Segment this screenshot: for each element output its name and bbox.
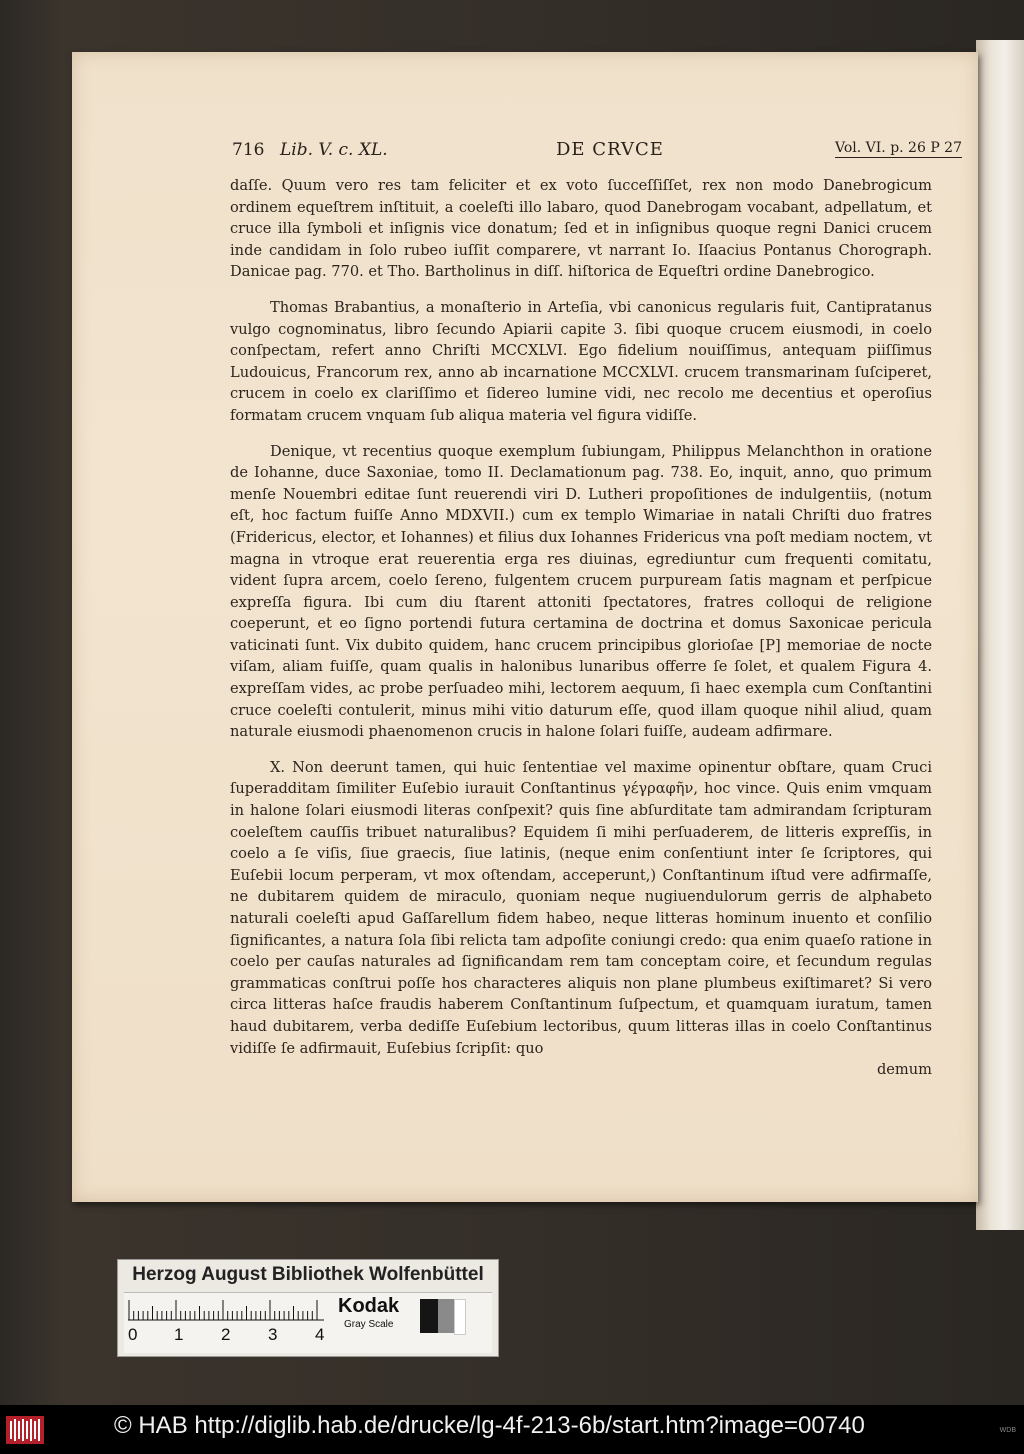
next-page-edge (976, 40, 1024, 1230)
page-number: 716 (232, 140, 265, 160)
footer-bar (0, 1405, 1024, 1454)
kodak-brand: Kodak (338, 1295, 400, 1317)
running-head-title: DE CRVCE (556, 139, 664, 160)
black-patch (420, 1299, 438, 1333)
paragraph-3: Denique, vt recentius quoque exemplum ſubiungam, Philippus Melanchthon in oratione de Iohanne, duce Saxoniae, tomo II. Declamationum pag. 738. Eo, inquit, anno, quo primum menſe Nouembri editae ſunt reuerendi viri D. Lutheri propoſitiones de indulgentiis, (notum eſt, hoc factum fuiſſe Anno MDXVII.) cum ex templo Wimariae in natali Chriſti duo fratres (Fridericus, elector, et Iohannes) et filius dux Iohannes Fridericus vna poſt mediam noctem, vt magna in vtroque erat reuerentia erga res diuinas, egrediuntur cum frequenti comitatu, vident ſupra arcem, coelo ſereno, fulgentem crucem purpuream ſatis magnam et perſpicue expreſſa figura. Ibi cum diu ſtarent attoniti ſpectatores, fratres colloqui de religione coeperunt, et eo ſigno portendi futura certamina de doctrina et domus Saxonicae pericula vaticinati ſunt. Vix dubito quidem, hanc crucem principibus glorioſae [P] memoriae de nocte viſam, aliam fuiſſe, quam qualis in halonibus lunaribus offerre ſe ſolet, et qualem Figura 4. expreſſam vides, ac probe perſuadeo mihi, lectorem aequum, ſi haec exempla cum Conſtantini cruce coeleſti contulerit, minus mihi vitio daturum eſſe, quod illam quoque nihil aliud, quam naturale eiusmodi phaenomenon crucis in halone ſolari fuiſſe, audeam adfirmare. (230, 442, 932, 741)
volume-reference: Vol. VI. p. 26 P 27 (835, 140, 962, 156)
gray-scale-strip (124, 1292, 492, 1353)
ruler-number: 1 (174, 1325, 184, 1344)
gray-patch (438, 1299, 454, 1333)
gray-scale-label: Gray Scale (344, 1319, 394, 1330)
hab-logo-icon (6, 1416, 44, 1444)
ruler-number: 2 (221, 1325, 231, 1344)
footer-mark: WDB (999, 1427, 1016, 1434)
page-header (232, 136, 962, 166)
body-text (230, 175, 932, 1081)
library-name: Herzog August Bibliothek Wolfenbüttel (132, 1264, 484, 1285)
paragraph-2: Thomas Brabantius, a monaſterio in Arteſia, vbi canonicus regularis fuit, Cantipratanus vulgo cognominatus, libro ſecundo Apiarii capite 3. ſibi quoque crucem eiusmodi, in coelo conſpectam, refert anno Chriſti MCCXLVI. Ego fidelium nouiſſimus, antequam piiſſimus Ludouicus, Francorum rex, anno ab incarnatione MCCXLVI. crucem transmarinam ſuſciperet, crucem in coelo ex clariſſimo et ſidereo lumine vidi, nec recolo me decentius et operoſius formatam crucem vnquam ſub aliqua materia vel figura vidiſſe. (230, 298, 932, 424)
ruler-number: 0 (128, 1325, 138, 1344)
paragraph-1: daſſe. Quum vero res tam feliciter et ex voto ſucceſſiſſet, rex non modo Danebrogicum ordinem equeſtrem inſtituit, a coeleſti illo labaro, quod Danebrogam vocabant, adpellatum, et cruce illa ſymboli et inſignis vice donatum; ſed et in inſignibus quoque regni Danici crucem inde candidam in ſolo rubeo iuſſit comparere, vt narrant Io. Iſaacius Pontanus Chorograph. Danicae pag. 770. et Tho. Bartholinus in diſſ. hiſtorica de Equeſtri ordine Danebrogico. (230, 177, 932, 281)
copyright-link[interactable]: © HAB http://diglib.hab.de/drucke/lg-4f-213-6b/start.htm?image=00740 (114, 1412, 865, 1439)
white-patch (454, 1299, 466, 1335)
running-head-chapter: Lib. V. c. XL. (280, 140, 388, 160)
catchword: demum (876, 1061, 932, 1079)
ruler-number: 4 (315, 1325, 325, 1344)
ruler-number: 3 (268, 1325, 278, 1344)
paragraph-4: X. Non deerunt tamen, qui huic ſententiae vel maxime opinentur obſtare, quam Cruci ſuperadditam ſimiliter Euſebio iurauit Conſtantinus γέγραφῆν, hoc vince. Quis enim vmquam in halone ſolari eiusmodi literas conſpexit? quis ſine abſurditate tam admirandam ſcripturam coeleſtem cauſſis tribuet naturalibus? Equidem ſi mihi perſuaderem, de litteris expreſſis, in coelo a ſe viſis, ſiue graecis, ſiue latinis, (neque enim conſentiunt inter ſe ſcriptores, qui Euſebii locum perperam, vt mox oſtendam, acceperunt,) Conſtantinum iſtud vere adfirmaſſe, ne dubitarem quidem de miraculo, quoniam neque nugiuendulorum gerris de alphabeto naturali coeleſti apud Gaſſarellum fidem habeo, neque litteras hominum inuento et conſilio ſignificantes, a natura ſola ſibi relicta tam adpoſite coniungi credo: qua enim quaeſo ratione in coelo per cauſas naturales ad ſignificandam rem tam conceptam coire, et ſecundum regulas grammaticas conſtrui poſſe hos characteres aliquis non plane plumbeus exiſtimaret? Si vero circa litteras haſce fraudis haberem Conſtantinum ſuſpectum, et quamquam iuratum, tamen haud dubitarem, verba dediſſe Euſebium lectoribus, quum litteras illas in coelo Conſtantinus vidiſſe ſe adfirmauit, Euſebius ſcripſit: quo (230, 758, 932, 1057)
library-color-card (117, 1259, 499, 1357)
ruler-icon (128, 1299, 324, 1321)
